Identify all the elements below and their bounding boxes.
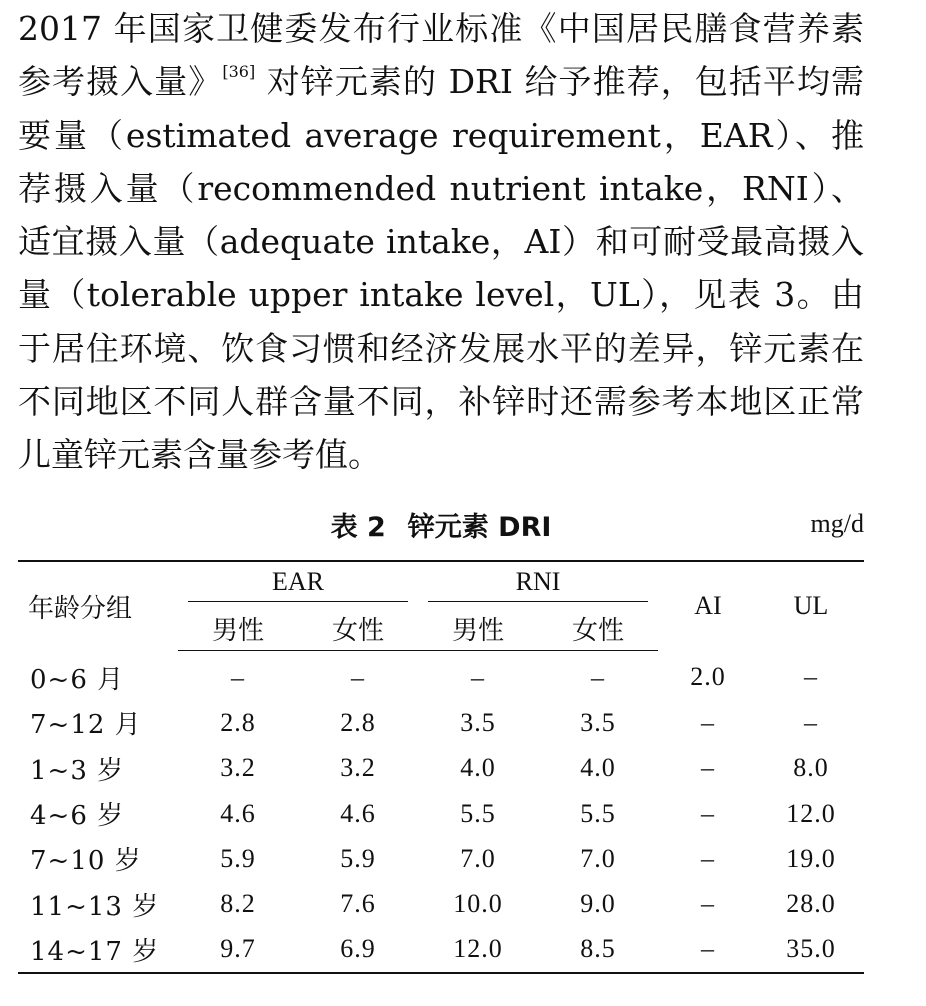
paragraph-text-part-1: 2017 年国家卫健委发布行业标准《中国居民膳食营养素参考摄入量》: [18, 9, 864, 102]
cell-rni-female: 5.5: [580, 798, 616, 828]
table-row: [18, 791, 864, 836]
cell-age: 7~10 岁: [30, 846, 142, 877]
cell-ul: 28.0: [786, 889, 836, 919]
header-rni-label: RNI: [428, 567, 648, 602]
cell-ai: –: [701, 889, 715, 919]
cell-rni-male: 7.0: [460, 843, 496, 873]
cell-ai: –: [701, 707, 715, 737]
cell-ul: –: [804, 662, 818, 692]
cell-age: 14~17 岁: [30, 936, 160, 967]
cell-age: 1~3 岁: [30, 755, 125, 786]
cell-ear-male: 5.9: [220, 843, 256, 873]
cell-ul: 19.0: [786, 843, 836, 873]
citation-reference[interactable]: [36]: [222, 62, 256, 82]
cell-ear-male: 4.6: [220, 798, 256, 828]
cell-rni-male: 5.5: [460, 798, 496, 828]
header-rni-female: 女性: [538, 606, 658, 651]
cell-ul: –: [804, 707, 818, 737]
cell-ear-female: 7.6: [340, 889, 376, 919]
cell-ear-male: 2.8: [220, 707, 256, 737]
table-caption-row: [18, 505, 864, 545]
cell-age: 11~13 岁: [30, 891, 160, 922]
table-row: [18, 927, 864, 973]
cell-rni-female: 8.5: [580, 934, 616, 964]
header-ai: AI: [694, 591, 722, 621]
cell-rni-male: 12.0: [453, 934, 503, 964]
table-row: [18, 700, 864, 745]
header-rni: [418, 561, 658, 606]
cell-ul: 35.0: [786, 934, 836, 964]
header-ear-male: 男性: [178, 606, 298, 651]
cell-ear-female: 4.6: [340, 798, 376, 828]
cell-ear-female: 6.9: [340, 934, 376, 964]
header-ear: [178, 561, 418, 606]
header-ul: UL: [793, 591, 829, 621]
cell-ai: –: [701, 798, 715, 828]
body-paragraph: [18, 2, 864, 482]
cell-ai: –: [701, 934, 715, 964]
cell-ai: –: [701, 753, 715, 783]
cell-ear-male: 9.7: [220, 934, 256, 964]
cell-ear-female: 3.2: [340, 753, 376, 783]
table-row: [18, 746, 864, 791]
cell-rni-female: 3.5: [580, 707, 616, 737]
cell-rni-male: –: [471, 662, 485, 692]
cell-ear-male: –: [231, 662, 245, 692]
paragraph-text-part-2: 对锌元素的 DRI 给予推荐，包括平均需要量（estimated average requirement，EAR）、推荐摄入量（recommended nutrient intake，RNI）、适宜摄入量（adequate intake，AI）和可耐受最高摄入量（tolerable upper intake level，UL），见表 3。由于居住环境、饮食习惯和经济发展水平的差异，锌元素在不同地区不同人群含量不同，补锌时还需参考本地区正常儿童锌元素含量参考值。: [18, 62, 865, 475]
cell-rni-female: 9.0: [580, 889, 616, 919]
table-row: [18, 651, 864, 701]
cell-rni-male: 3.5: [460, 707, 496, 737]
cell-rni-male: 10.0: [453, 889, 503, 919]
table-title: 锌元素 DRI: [407, 512, 552, 543]
cell-ear-male: 3.2: [220, 753, 256, 783]
cell-age: 0~6 月: [30, 664, 125, 695]
cell-rni-male: 4.0: [460, 753, 496, 783]
zinc-dri-table: [18, 560, 864, 974]
table-row: [18, 836, 864, 881]
header-age-group: 年龄分组: [28, 593, 133, 624]
header-ear-label: EAR: [188, 567, 408, 602]
cell-age: 7~12 月: [30, 710, 142, 741]
table-number: 表 2: [330, 512, 386, 543]
table-row: [18, 881, 864, 926]
cell-ear-male: 8.2: [220, 889, 256, 919]
cell-rni-female: 7.0: [580, 843, 616, 873]
cell-ear-female: –: [351, 662, 365, 692]
cell-ear-female: 2.8: [340, 707, 376, 737]
header-rni-male: 男性: [418, 606, 538, 651]
cell-ai: –: [701, 843, 715, 873]
cell-ai: 2.0: [690, 662, 726, 692]
cell-rni-female: 4.0: [580, 753, 616, 783]
cell-ul: 12.0: [786, 798, 836, 828]
table-unit: mg/d: [810, 509, 864, 538]
cell-age: 4~6 岁: [30, 801, 125, 832]
table-header-row-1: [18, 561, 864, 606]
table-caption: [18, 505, 864, 544]
header-ear-female: 女性: [298, 606, 418, 651]
cell-rni-female: –: [591, 662, 605, 692]
cell-ul: 8.0: [793, 753, 829, 783]
cell-ear-female: 5.9: [340, 843, 376, 873]
